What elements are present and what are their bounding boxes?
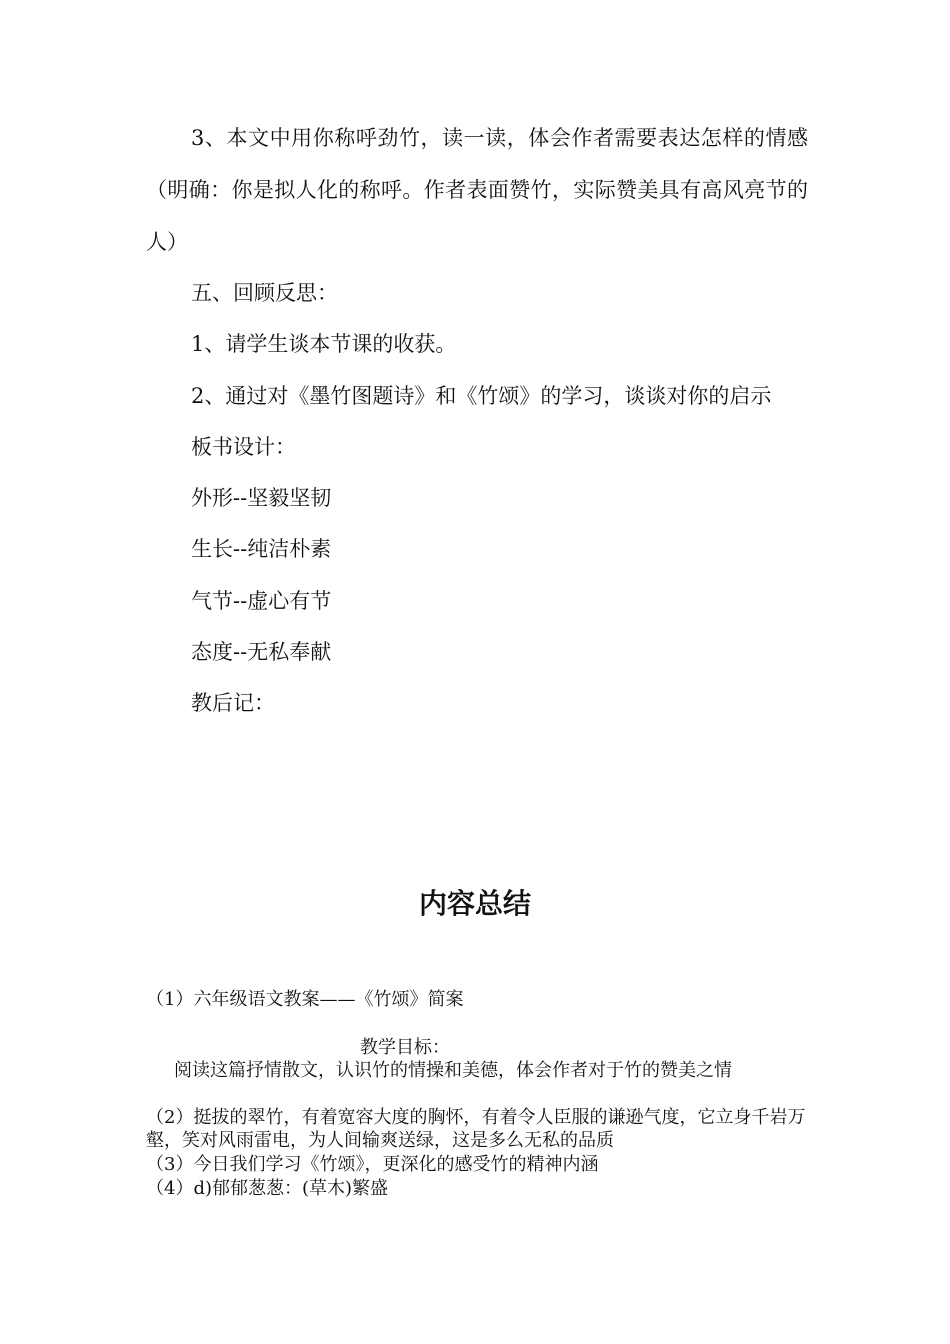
question-3-paragraph: 3、本文中用你称呼劲竹，读一读，体会作者需要表达怎样的情感（明确：你是拟人化的称呼。作者表面赞竹，实际赞美具有高风亮节的人） [146,126,808,254]
board-design-heading: 板书设计： [191,435,296,459]
summary-item-2: （2）挺拔的翠竹，有着宽容大度的胸怀，有着令人臣服的谦逊气度，它立身千岩万壑，笑对风雨雷电，为人间输爽送绿，这是多么无私的品质 [146,1107,806,1151]
section-heading-review: 五、回顾反思： [191,281,338,305]
board-line-attitude: 态度--无私奉献 [191,640,332,664]
teaching-goal-heading: 教学目标： [360,1037,450,1058]
summary-item-1: （1）六年级语文教案——《竹颂》简案 [146,989,464,1010]
review-item-1: 1、请学生谈本节课的收获。 [191,332,457,356]
summary-item-4: （4）d)郁郁葱葱：(草木)繁盛 [146,1178,389,1199]
review-item-2: 2、通过对《墨竹图题诗》和《竹颂》的学习，谈谈对你的启示 [191,384,772,408]
summary-item-3: （3）今日我们学习《竹颂》，更深化的感受竹的精神内涵 [146,1154,599,1175]
board-line-integrity: 气节--虚心有节 [191,589,332,613]
teaching-goal-text: 阅读这篇抒情散文，认识竹的情操和美德，体会作者对于竹的赞美之情 [174,1060,732,1081]
board-line-growth: 生长--纯洁朴素 [191,537,332,561]
summary-title: 内容总结 [418,887,531,920]
post-lesson-notes-heading: 教后记： [191,691,275,715]
board-line-shape: 外形--坚毅坚韧 [191,486,332,510]
